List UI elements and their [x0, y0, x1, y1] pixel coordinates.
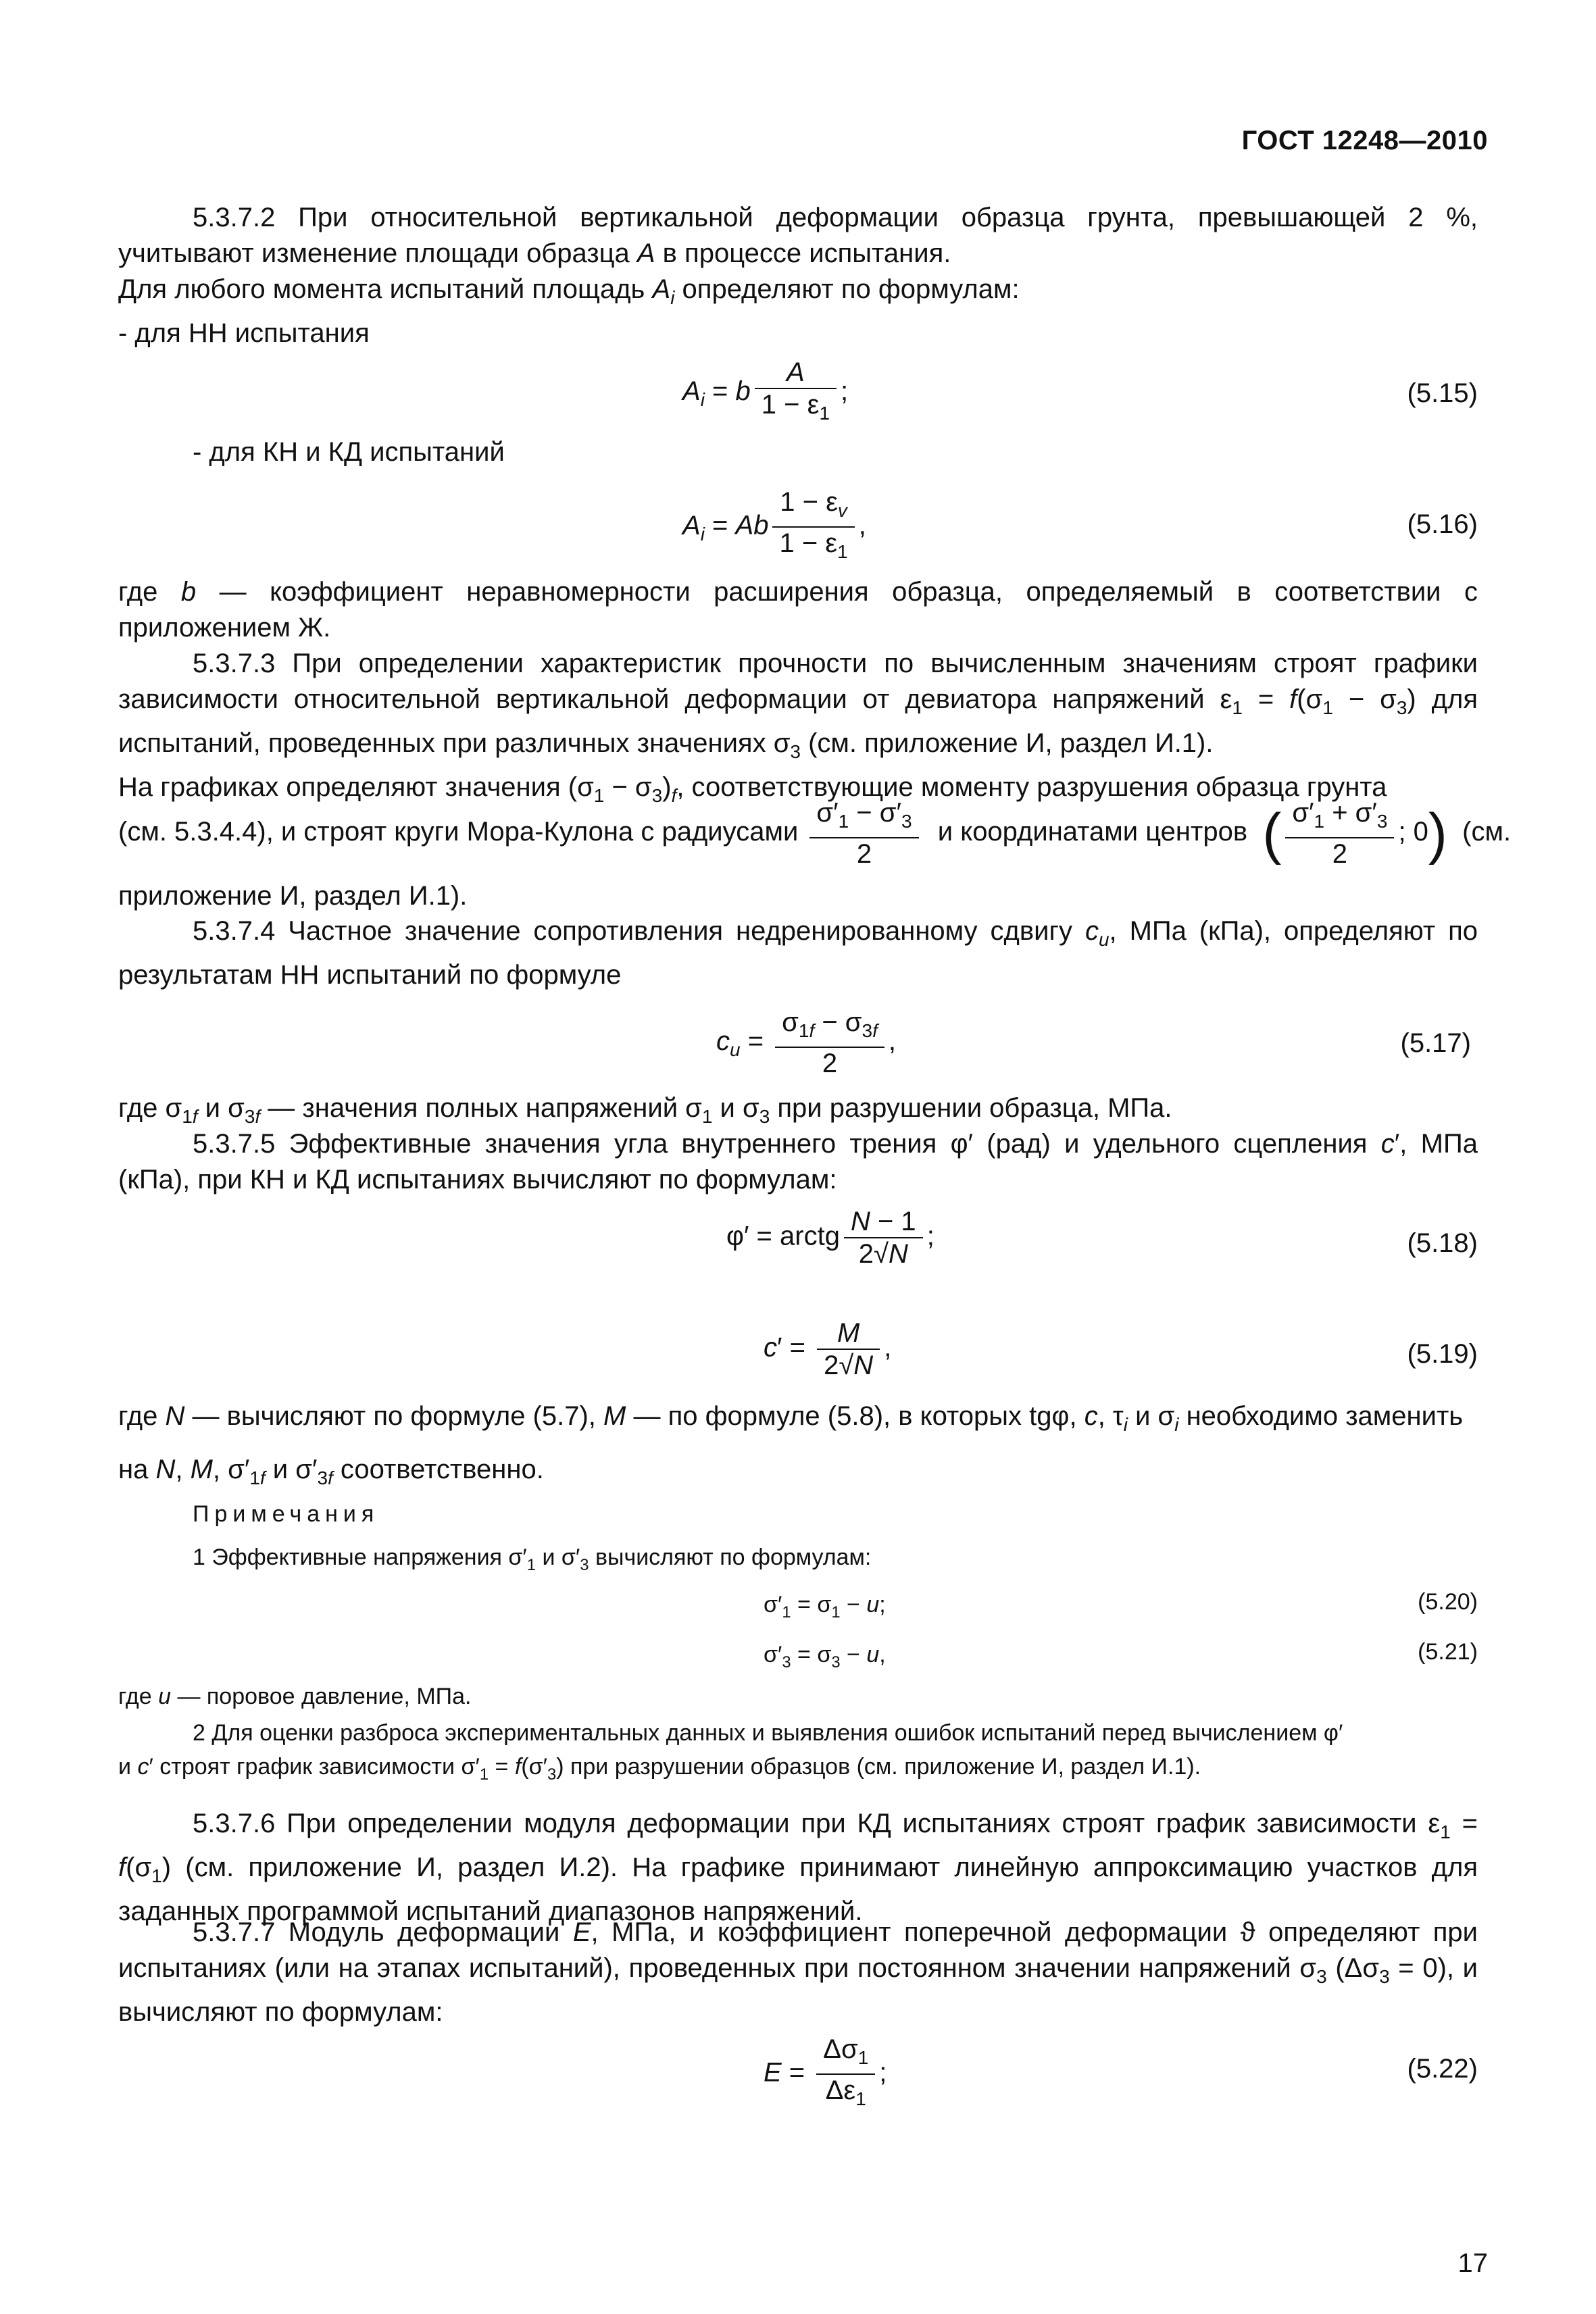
paragraph-5374: 5.3.7.4 Частное значение сопротивления недренированному сдвигу $c_u$, МПа (кПа), определяют по результатам НН испытаний по формуле [118, 916, 1478, 990]
paragraph-5372: 5.3.7.2 При относительной вертикальной деформации образца грунта, превышающей 2 %, учитывают изменение площади образца A в процессе испытания. Для любого момента испытаний площадь $A_i$ определяют по формулам: - для НН испытания [118, 203, 1478, 348]
formula-5-18: φ′ = arctg $\frac{N - 1}{2√N}$ ; [726, 1207, 934, 1269]
eq-number: (5.15) [1407, 378, 1478, 408]
paragraph-5376: 5.3.7.6 При определении модуля деформации при КД испытаниях строят график зависимости $\varepsilon_1 = f(\sigma_1)$ (см. приложение И, раздел И.2). На графике принимают линейную аппроксимацию участков для заданных программой испытаний диапазонов напряжений. [118, 1809, 1478, 1926]
eq-number: (5.16) [1407, 509, 1478, 539]
eq-number: (5.17) [1400, 1028, 1471, 1058]
eq-number: (5.22) [1407, 2054, 1478, 2084]
mohr-circle-line: (см. 5.3.4.4), и строят круги Мора-Кулона с радиусами $\frac{\sigma'_1 - \sigma'_3}{2}$ и координатами центров ( $\frac{\sigma'_1 + \sigma'_3}{2}$ ; 0) (см. [118, 798, 1512, 869]
paragraph-where-b: где b — коэффициент неравномерности расширения образца, определяемый в соответствии с приложением Ж. [118, 577, 1478, 643]
paragraph-5377: 5.3.7.7 Модуль деформации E, МПа, и коэффициент поперечной деформации ϑ определяют при испытаниях (или на этапах испытаний), проведенных при постоянном значении напряжений $\sigma_3$ $(\Delta\sigma_3 = 0)$, и вычисляют по формулам: [118, 1917, 1478, 2027]
paragraph-5374-where: где $\sigma_{1f}$ и $\sigma_{3f}$ — значения полных напряжений $\sigma_1$ и $\sigma_3$ при разрушении образца, МПа. [118, 1093, 1172, 1127]
note-2: 2 Для оценки разброса экспериментальных данных и выявления ошибок испытаний перед вычислением φ′ и c′ строят график зависимости $\sigma'_1 = f(\sigma'_3)$ при разрушении образцов (см. приложение И, раздел И.1). [118, 1720, 1343, 1784]
notes-heading: Примечания [193, 1501, 380, 1527]
eq-number: (5.20) [1418, 1589, 1478, 1615]
formula-5-20: $\sigma'_1 = \sigma_1 - u$; [764, 1592, 886, 1621]
formula-5-16: $A_i = Ab$ $\frac{1 - \varepsilon_v}{1 - \varepsilon_1}$ , [682, 487, 866, 562]
note-1-where: где u — поровое давление, МПа. [118, 1684, 472, 1709]
note-1: 1 Эффективные напряжения $\sigma'_1$ и $\sigma'_3$ вычисляют по формулам: [193, 1544, 872, 1574]
eq-number: (5.19) [1407, 1339, 1478, 1369]
paragraph-5375: 5.3.7.5 Эффективные значения угла внутреннего трения φ′ (рад) и удельного сцепления c′, МПа (кПа), при КН и КД испытаниях вычисляют по формулам: [118, 1129, 1478, 1194]
formula-5-17: $c_u$ = $\frac{\sigma_{1f} - \sigma_{3f}}{2}$ , [716, 1007, 896, 1078]
eq-number: (5.21) [1418, 1639, 1478, 1665]
page-number: 17 [1457, 2248, 1488, 2278]
paragraph-5373: 5.3.7.3 При определении характеристик прочности по вычисленным значениям строят графики зависимости относительной вертикальной деформации от девиатора напряжений $\varepsilon_1 = f(\sigma_1 - \sigma_3)$ для испытаний, проведенных при различных значениях $\sigma_3$ (см. приложение И, раздел И.1). На графиках определяют значения $(\sigma_1 - \sigma_3)_f$, соответствующие моменту разрушения образца грунта [118, 649, 1478, 806]
formula-5-15: $A_i = b$ $\frac{A}{1 - \varepsilon_1}$ ; [682, 357, 849, 424]
kn-label: - для КН и КД испытаний [193, 437, 505, 467]
appendix-ref: приложение И, раздел И.1). [118, 881, 468, 911]
eq-number: (5.18) [1407, 1228, 1478, 1258]
formula-5-22: E = $\frac{\Delta\sigma_1}{\Delta\varepsilon_1}$ ; [764, 2034, 887, 2109]
formula-5-21: $\sigma'_3 = \sigma_3 - u$, [764, 1642, 886, 1671]
standard-code: ГОСТ 12248—2010 [1241, 126, 1488, 155]
paragraph-5375-where: где N — вычисляют по формуле (5.7), M — по формуле (5.8), в которых tgφ, c, $\tau_i$ и $\sigma_i$ необходимо заменить на N, M, $\sigma'_{1f}$ и $\sigma'_{3f}$ соответственно. [118, 1401, 1464, 1488]
formula-5-19: c′ = $\frac{M}{2√N}$ , [764, 1318, 892, 1380]
